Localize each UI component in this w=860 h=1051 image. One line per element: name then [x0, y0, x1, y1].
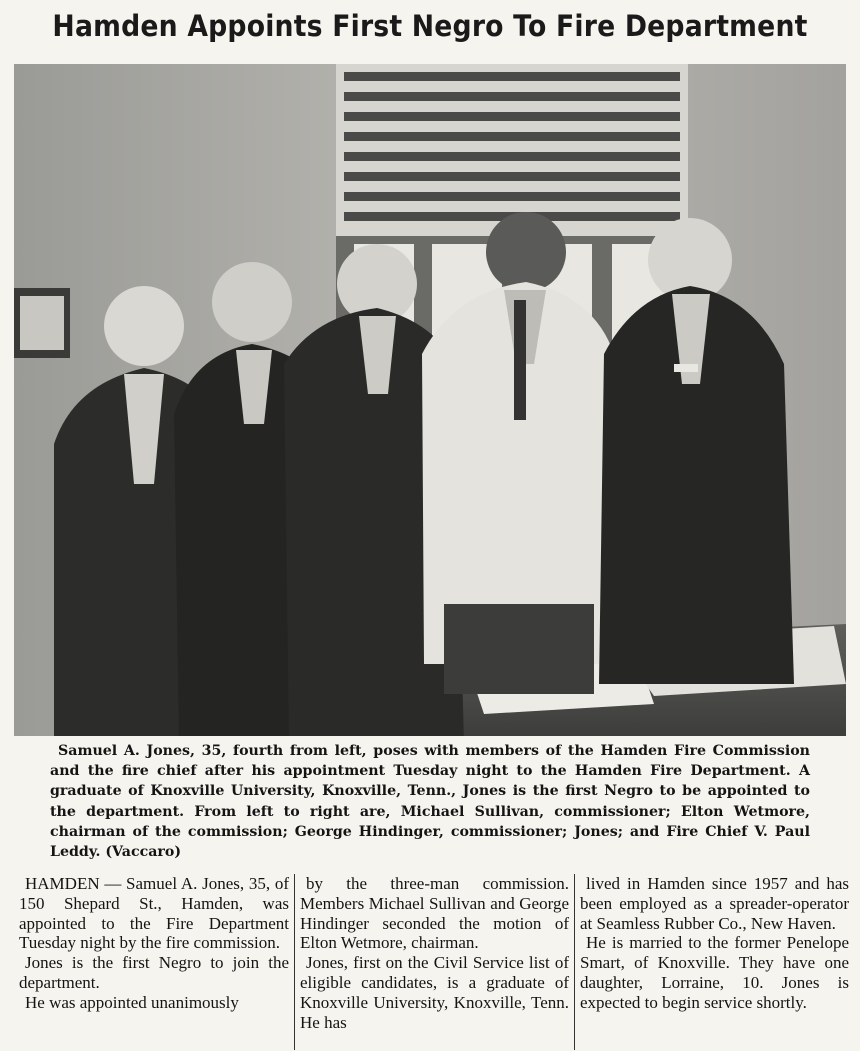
body-paragraph: lived in Hamden since 1957 and has been employed as a spreader-operator at Seamless Rubber Co., New Haven. — [580, 874, 849, 933]
body-column-1 — [14, 874, 294, 1050]
article-body — [14, 874, 856, 1050]
photo-caption: Samuel A. Jones, 35, fourth from left, poses with members of the Hamden Fire Commission and the fire chief after his appointment Tuesday night to the Hamden Fire Department. A graduate of Knoxville University, Knoxville, Tenn., Jones is the first Negro to be appointed to the department. From left to right are, Michael Sullivan, commissioner; Elton Wetmore, chairman of the commission; George Hindinger, commissioner; Jones; and Fire Chief V. Paul Leddy. (Vaccaro) — [50, 743, 810, 861]
news-photo — [14, 64, 846, 736]
body-paragraph: HAMDEN — Samuel A. Jones, 35, of 150 Shepard St., Hamden, was appointed to the Fire Department Tuesday night by the fire commission. — [19, 874, 289, 953]
body-paragraph: Jones is the first Negro to join the department. — [19, 953, 289, 992]
body-column-3 — [574, 874, 854, 1050]
body-paragraph: He was appointed unanimously — [25, 992, 239, 1012]
headline: Hamden Appoints First Negro To Fire Department — [52, 9, 808, 43]
body-paragraph: He is married to the former Penelope Smart, of Knoxville. They have one daughter, Lorraine, 10. Jones is expected to begin service shortly. — [580, 933, 849, 1012]
body-column-2 — [294, 874, 574, 1050]
body-paragraph: by the three-man commission. Members Michael Sullivan and George Hindinger seconded the motion of Elton Wetmore, chairman. — [300, 874, 569, 953]
body-paragraph: Jones, first on the Civil Service list of eligible candidates, is a graduate of Knoxville University, Knoxville, Tenn. He has — [300, 953, 569, 1032]
